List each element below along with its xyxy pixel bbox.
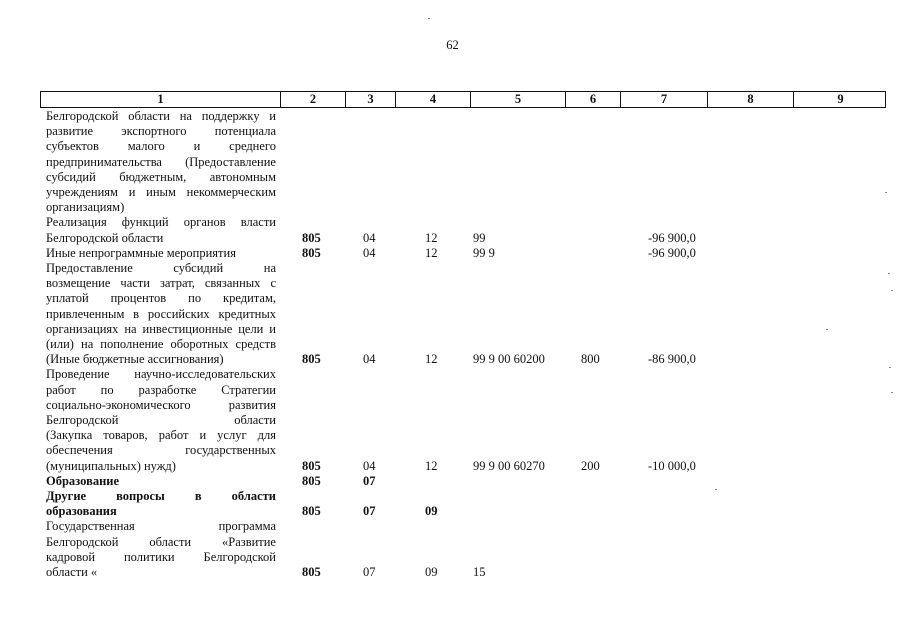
row-name-line: (Иные бюджетные ассигнования) <box>46 352 224 367</box>
row-name-line: Государственная программа <box>46 519 276 534</box>
row-section: 07 <box>363 504 376 519</box>
header-col-1: 1 <box>41 92 281 107</box>
row-name-line: Образование <box>46 473 120 488</box>
table-row <box>40 489 886 519</box>
table-row <box>40 246 886 261</box>
row-name-line: Реализация функций органов власти <box>46 215 276 230</box>
header-col-6: 6 <box>566 92 621 107</box>
header-col-5: 5 <box>471 92 566 107</box>
row-name <box>40 246 886 261</box>
row-target-article: 99 9 00 60270 <box>473 458 545 473</box>
row-name <box>40 109 886 215</box>
row-section: 04 <box>363 458 376 473</box>
scan-speck <box>826 329 828 330</box>
row-amount: -96 900,0 <box>648 245 696 260</box>
row-subsection: 09 <box>425 504 438 519</box>
row-name-line: обеспечения государственных <box>46 443 276 458</box>
row-expense-type: 200 <box>581 458 600 473</box>
table-row <box>40 109 886 215</box>
row-name <box>40 367 886 473</box>
row-subsection: 09 <box>425 565 438 580</box>
row-name-line: Другие вопросы в области <box>46 489 276 504</box>
row-subsection: 12 <box>425 245 438 260</box>
scan-speck <box>715 489 717 490</box>
row-name <box>40 474 886 489</box>
row-code: 805 <box>302 458 321 473</box>
row-subsection: 12 <box>425 458 438 473</box>
scan-speck <box>885 192 887 193</box>
row-code: 805 <box>302 230 321 245</box>
row-name-line: субсидий бюджетным, автономным <box>46 169 276 184</box>
row-name <box>40 215 886 245</box>
row-target-article: 99 <box>473 230 486 245</box>
scan-speck <box>889 367 891 368</box>
scan-speck <box>891 290 893 291</box>
budget-table <box>40 91 886 580</box>
row-name-line: (Закупка товаров, работ и услуг для <box>46 428 276 443</box>
row-name-line: социально-экономического развития <box>46 397 276 412</box>
row-name <box>40 519 886 580</box>
table-body <box>40 108 886 580</box>
row-name-line: Белгородской области на поддержку и <box>46 109 276 123</box>
row-section: 07 <box>363 565 376 580</box>
scan-speck <box>888 273 890 274</box>
scan-speck <box>891 392 893 393</box>
header-col-8: 8 <box>708 92 794 107</box>
row-name-line: организациям) <box>46 200 125 215</box>
row-name-line: работ по разработке Стратегии <box>46 382 276 397</box>
row-name-line: развитие экспортного потенциала <box>46 124 276 139</box>
row-name-line: организациях на инвестиционные цели и <box>46 321 276 336</box>
row-name <box>40 261 886 367</box>
row-amount: -10 000,0 <box>648 458 696 473</box>
row-target-article: 99 9 <box>473 245 495 260</box>
header-col-9: 9 <box>837 92 844 106</box>
page-number: 62 <box>446 38 459 52</box>
header-col-2: 2 <box>281 92 346 107</box>
row-name-line: (муниципальных) нужд) <box>46 458 176 473</box>
row-section: 04 <box>363 352 376 367</box>
table-row <box>40 519 886 580</box>
row-code: 805 <box>302 504 321 519</box>
header-col-3: 3 <box>346 92 396 107</box>
table-row <box>40 215 886 245</box>
table-row <box>40 474 886 489</box>
row-target-article: 15 <box>473 565 486 580</box>
row-name-line: субъектов малого и среднего <box>46 139 276 154</box>
row-name-line: возмещение части затрат, связанных с <box>46 276 276 291</box>
row-name-line: (или) на пополнение оборотных средств <box>46 337 276 352</box>
row-name-line: Предоставление субсидий на <box>46 261 276 276</box>
header-col-7: 7 <box>621 92 708 107</box>
row-name-line: Иные непрограммные мероприятия <box>46 245 236 260</box>
row-section: 04 <box>363 230 376 245</box>
scan-speck <box>428 18 430 19</box>
table-row <box>40 367 886 473</box>
row-subsection: 12 <box>425 230 438 245</box>
row-code: 805 <box>302 245 321 260</box>
table-row <box>40 261 886 367</box>
row-name-line: учреждениям и иным некоммерческим <box>46 185 276 200</box>
row-code: 805 <box>302 473 321 488</box>
row-expense-type: 800 <box>581 352 600 367</box>
row-name-line: уплатой процентов по кредитам, <box>46 291 276 306</box>
row-name-line: Белгородской области <box>46 230 164 245</box>
row-name-line: кадровой политики Белгородской <box>46 549 276 564</box>
row-target-article: 99 9 00 60200 <box>473 352 545 367</box>
row-section: 07 <box>363 473 376 488</box>
row-section: 04 <box>363 245 376 260</box>
row-name-line: Белгородской области <box>46 413 276 428</box>
row-subsection: 12 <box>425 352 438 367</box>
row-name-line: образования <box>46 504 117 519</box>
row-name <box>40 489 886 519</box>
row-name-line: области « <box>46 565 98 580</box>
table-header-row <box>40 91 886 108</box>
row-code: 805 <box>302 565 321 580</box>
row-amount: -96 900,0 <box>648 230 696 245</box>
row-name-line: Проведение научно-исследовательских <box>46 367 276 382</box>
row-name-line: предпринимательства (Предоставление <box>46 154 276 169</box>
row-amount: -86 900,0 <box>648 352 696 367</box>
row-code: 805 <box>302 352 321 367</box>
row-name-line: привлеченным в российских кредитных <box>46 306 276 321</box>
row-name-line: Белгородской области «Развитие <box>46 534 276 549</box>
header-col-4: 4 <box>396 92 471 107</box>
